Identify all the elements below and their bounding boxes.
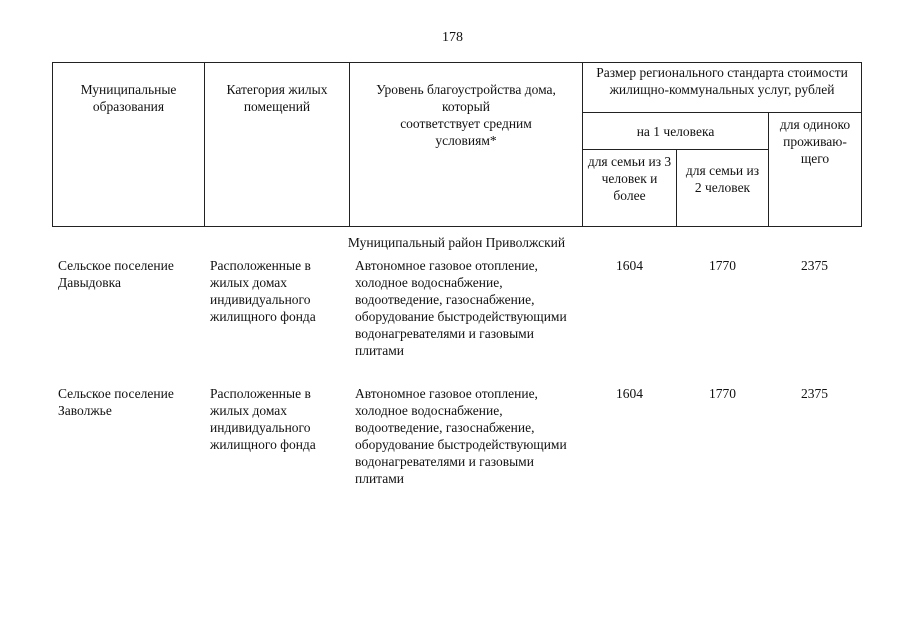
page-number: 178: [442, 30, 463, 45]
family3-value: 1604: [616, 386, 643, 401]
family2-value: 1770: [709, 386, 736, 401]
family2-value: 1770: [709, 258, 736, 273]
header-amenities: [350, 63, 583, 227]
category-cell: Расположенные в жилых домах индивидуального жилищного фонда: [210, 386, 316, 452]
header-amenities-line: Уровень благоустройства дома,: [376, 82, 556, 97]
municipality-cell: Сельское поселение Давыдовка: [58, 258, 174, 290]
header-standard-size: Размер регионального стандарта стоимости жилищно-коммунальных услуг, рублей: [583, 63, 862, 113]
header-municipality: Муниципальные образования: [53, 63, 205, 227]
municipality-cell: Сельское поселение Заволжье: [58, 386, 174, 418]
header-amenities-line: условиям*: [435, 133, 497, 148]
header-single: для одиноко проживаю-щего: [769, 113, 862, 227]
header-family3: для семьи из 3 человек и более: [583, 150, 677, 227]
category-cell: Расположенные в жилых домах индивидуального жилищного фонда: [210, 258, 316, 324]
header-per-person: на 1 человека: [583, 113, 769, 150]
header-family2: для семьи из 2 человек: [677, 150, 769, 227]
table-header: [52, 62, 862, 227]
single-value: 2375: [801, 386, 828, 401]
header-amenities-line: соответствует средним: [400, 116, 532, 131]
header-category: Категория жилых помещений: [205, 63, 350, 227]
header-amenities-line: который: [442, 99, 490, 114]
section-title: Муниципальный район Приволжский: [347, 235, 566, 250]
family3-value: 1604: [616, 258, 643, 273]
single-value: 2375: [801, 258, 828, 273]
amenities-cell: Автономное газовое отопление, холодное водоснабжение, водоотведение, газоснабжение, оборудование быстродействующими водонагревателями и газовыми плитами: [355, 386, 567, 486]
amenities-cell: Автономное газовое отопление, холодное водоснабжение, водоотведение, газоснабжение, оборудование быстродействующими водонагревателями и газовыми плитами: [355, 258, 567, 358]
